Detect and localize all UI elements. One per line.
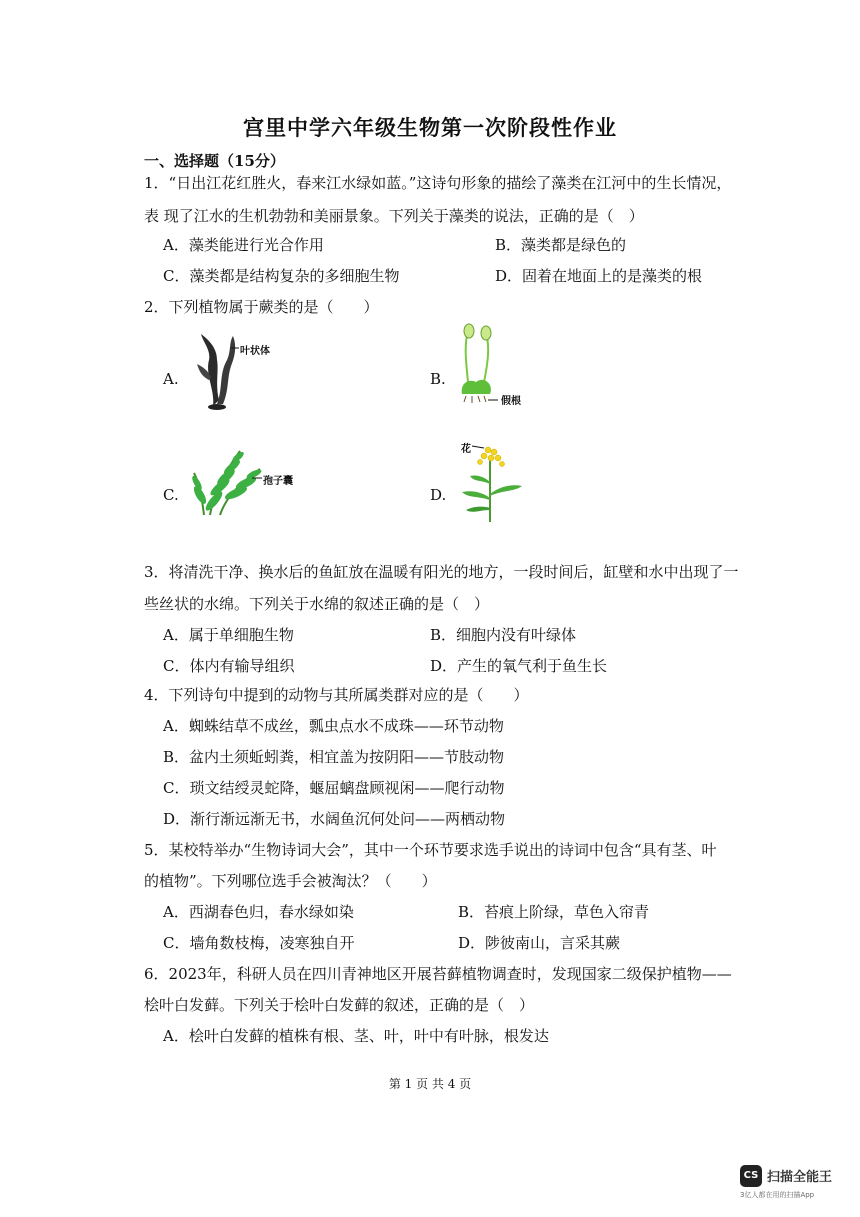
q3-stem-line1: 3．将清洗干净、换水后的鱼缸放在温暖有阳光的地方，一段时间后，缸壁和水中出现了一 — [144, 563, 739, 581]
q3-option-c: C．体内有输导组织 — [163, 657, 295, 675]
q3-option-d: D．产生的氧气利于鱼生长 — [430, 657, 608, 675]
q4-option-a: A．蜘蛛结草不成丝，瓢虫点水不成珠——环节动物 — [163, 717, 504, 735]
q1-stem-line2: 表 现了江水的生机勃勃和美丽景象。下列关于藻类的说法，正确的是（ ） — [144, 207, 644, 225]
q4-option-b: B．盆内土须蚯蚓粪，相宜盖为按阴阳——节肢动物 — [163, 748, 505, 766]
q1-stem-line1: 1．“日出江花红胜火，春来江水绿如蓝。”这诗句形象的描绘了藻类在江河中的生长情况， — [144, 174, 732, 192]
q6-option-a: A．桧叶白发藓的植株有根、茎、叶，叶中有叶脉，根发达 — [163, 1027, 549, 1045]
q2-option-d: D. — [430, 486, 447, 504]
watermark-name: 扫描全能王 — [767, 1170, 833, 1185]
q2-stem: 2．下列植物属于蕨类的是（ ） — [144, 298, 379, 316]
camscanner-logo-icon: CS — [740, 1165, 762, 1187]
fern-illustration — [190, 443, 270, 518]
q1-option-b: B．藻类都是绿色的 — [495, 236, 627, 254]
q1-option-c: C．藻类都是结构复杂的多细胞生物 — [163, 267, 400, 285]
q1-option-a: A．藻类能进行光合作用 — [163, 236, 324, 254]
q4-option-c: C．琐文结绶灵蛇降，蝘屈螭盘顾视闲——爬行动物 — [163, 779, 505, 797]
q3-stem-line2: 些丝状的水绵。下列关于水绵的叙述正确的是（ ） — [144, 595, 490, 613]
q1-option-d: D．固着在地面上的是藻类的根 — [495, 267, 703, 285]
q2-option-c: C. — [163, 486, 179, 504]
label-thallus: 叶状体 — [240, 346, 270, 357]
section-heading: 一、选择题（15分） — [144, 152, 285, 170]
q4-stem: 4．下列诗句中提到的动物与其所属类群对应的是（ ） — [144, 686, 529, 704]
scanner-watermark — [740, 1160, 850, 1205]
page-number: 第 1 页 共 4 页 — [388, 1077, 472, 1091]
q4-option-d: D．渐行渐远渐无书，水阔鱼沉何处问——两栖动物 — [163, 810, 506, 828]
label-rhizoid: 假根 — [501, 396, 521, 407]
q5-option-d: D．陟彼南山，言采其蕨 — [458, 934, 621, 952]
q5-stem-line2: 的植物”。下列哪位选手会被淘汰？（ ） — [144, 872, 437, 890]
document-title: 宫里中学六年级生物第一次阶段性作业 — [243, 115, 617, 140]
label-flower: 花 — [461, 444, 471, 455]
q2-option-a: A. — [163, 370, 179, 388]
q5-option-b: B．苔痕上阶绿，草色入帘青 — [458, 903, 650, 921]
q2-option-b: B. — [430, 370, 446, 388]
label-sporangium: 孢子囊 — [263, 476, 293, 487]
q6-stem-line1: 6．2023年，科研人员在四川青神地区开展苔藓植物调查时，发现国家二级保护植物—— — [144, 965, 732, 983]
q3-option-a: A．属于单细胞生物 — [163, 626, 294, 644]
q5-option-c: C．墙角数枝梅，凌寒独自开 — [163, 934, 355, 952]
q6-stem-line2: 桧叶白发藓。下列关于桧叶白发藓的叙述，正确的是（ ） — [144, 996, 535, 1014]
q5-stem-line1: 5．某校特举办“生物诗词大会”，其中一个环节要求选手说出的诗词中包含“具有茎、叶 — [144, 841, 717, 859]
q3-option-b: B．细胞内没有叶绿体 — [430, 626, 577, 644]
q5-option-a: A．西湖春色归，春水绿如染 — [163, 903, 354, 921]
watermark-tagline: 3亿人都在用的扫描App — [740, 1191, 815, 1199]
